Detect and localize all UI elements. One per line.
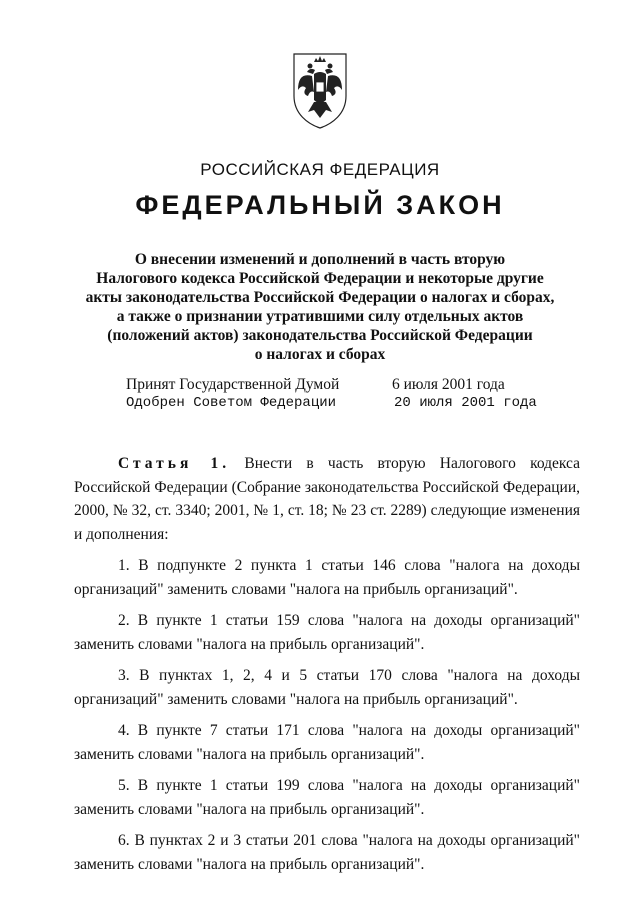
coat-of-arms-emblem-icon bbox=[290, 50, 350, 130]
article-item: 1. В подпункте 2 пункта 1 статьи 146 слова "налога на доходы организаций" заменить словами "налога на прибыль организаций". bbox=[74, 557, 580, 598]
article-intro-text: Внести в часть вторую Налогового кодекса Российской Федерации (Собрание законодательства Российской Федерации, 2000, № 32, ст. 3340; 2001, № 1, ст. 18; № 23 ст. 2289) следующие изменения и дополнения: bbox=[74, 455, 581, 543]
article-item: 2. В пункте 1 статьи 159 слова "налога на доходы организаций" заменить словами "налога на прибыль организаций". bbox=[74, 612, 580, 653]
council-approval-label: Одобрен Советом Федерации bbox=[126, 395, 337, 411]
law-title bbox=[60, 250, 580, 364]
law-title-line: (положений актов) законодательства Российской Федерации bbox=[107, 327, 533, 344]
council-approval-date: 20 июля 2001 года bbox=[394, 395, 537, 411]
article-item: 3. В пунктах 1, 2, 4 и 5 статьи 170 слова "налога на доходы организаций" заменить словами "налога на прибыль организаций". bbox=[74, 667, 580, 708]
article-item: 4. В пункте 7 статьи 171 слова "налога на доходы организаций" заменить словами "налога на прибыль организаций". bbox=[74, 722, 580, 763]
duma-adoption-date: 6 июля 2001 года bbox=[392, 376, 505, 393]
article-item: 5. В пункте 1 статьи 199 слова "налога на доходы организаций" заменить словами "налога на прибыль организаций". bbox=[74, 777, 580, 818]
country-name: РОССИЙСКАЯ ФЕДЕРАЦИЯ bbox=[200, 160, 440, 179]
article-body bbox=[74, 452, 580, 884]
law-title-line: акты законодательства Российской Федерации о налогах и сборах, bbox=[85, 289, 555, 306]
article-item: 6. В пунктах 2 и 3 статьи 201 слова "налога на доходы организаций" заменить словами "налога на прибыль организаций". bbox=[74, 832, 580, 873]
law-title-line: а также о признании утратившими силу отдельных актов bbox=[116, 308, 524, 325]
article-label: Статья 1. bbox=[118, 455, 231, 472]
article-intro-paragraph bbox=[74, 452, 580, 546]
duma-adoption-label: Принят Государственной Думой bbox=[126, 376, 340, 393]
law-title-line: о налогах и сборах bbox=[254, 346, 386, 363]
law-title-line: О внесении изменений и дополнений в часть вторую bbox=[134, 251, 506, 268]
law-title-line: Налогового кодекса Российской Федерации и некоторые другие bbox=[96, 270, 544, 287]
law-type-heading: ФЕДЕРАЛЬНЫЙ ЗАКОН bbox=[135, 190, 505, 220]
